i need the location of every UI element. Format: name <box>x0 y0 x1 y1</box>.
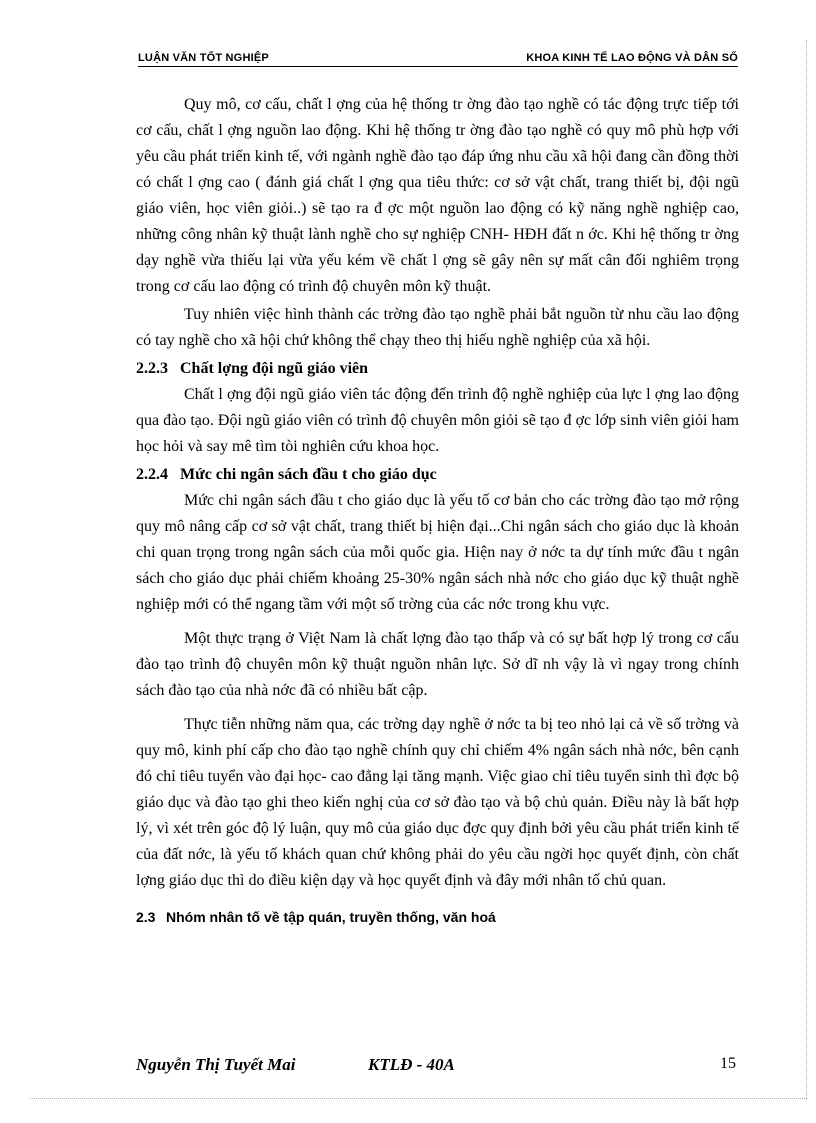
footer-author: Nguyễn Thị Tuyết Mai <box>136 1055 296 1074</box>
section-heading-2-3 <box>136 904 739 930</box>
page-number: 15 <box>720 1055 736 1072</box>
page-footer <box>136 1055 736 1083</box>
section-heading-2-2-3 <box>136 356 739 382</box>
footer-class: KTLĐ - 40A <box>368 1055 455 1074</box>
header-rule <box>138 66 738 67</box>
header-faculty-label: KHOA KINH TẾ LAO ĐỘNG VÀ DÂN SỐ <box>526 52 738 64</box>
header-thesis-label: LUẬN VĂN TỐT NGHIỆP <box>138 52 269 64</box>
section-heading-2-2-4 <box>136 462 739 488</box>
section-title: Nhóm nhân tố về tập quán, truyền thống, văn hoá <box>166 909 496 925</box>
page-body <box>136 92 739 930</box>
page-border-right <box>806 40 807 1100</box>
paragraph-vietnam-situation: Một thực trạng ở Việt Nam là chất lợng đào tạo thấp và có sự bất hợp lý trong cơ cấu đào tạo trình độ chuyên môn kỹ thuật nguồn nhân lực. Sở dĩ nh vậy là vì ngay trong chính sách đào tạo của nhà nớc đã có nhiều bất cập. <box>136 630 739 699</box>
paragraph-training-system: Quy mô, cơ cấu, chất l ợng của hệ thống tr ờng đào tạo nghề có tác động trực tiếp tới cơ cấu, chất l ợng nguồn lao động. Khi hệ thống tr ờng đào tạo nghề có quy mô phù hợp với yêu cầu phát triển kinh tế, với ngành nghề đào tạo đáp ứng nhu cầu xã hội đang cần đồng thời có chất l ợng cao ( đánh giá chất l ợng qua tiêu thức: cơ sở vật chất, trang thiết bị, đội ngũ giáo viên, học viên giỏi..) sẽ tạo ra đ ợc một nguồn lao động có kỹ năng nghề nghiệp cao, những công nhân kỹ thuật lành nghề cho sự nghiệp CNH- HĐH đất n ớc. Khi hệ thống tr ờng dạy nghề vừa thiếu lại vừa yếu kém về chất l ợng sẽ gây nên sự mất cân đối nghiêm trọng trong cơ cấu lao động có trình độ chuyên môn kỹ thuật. <box>136 96 739 295</box>
section-title: Mức chi ngân sách đầu t cho giáo dục <box>180 466 437 483</box>
page-border-bottom <box>30 1098 807 1099</box>
section-number: 2.2.4 <box>136 466 168 483</box>
section-number: 2.3 <box>136 909 156 925</box>
paragraph-practice: Thực tiễn những năm qua, các trờng dạy nghề ở nớc ta bị teo nhỏ lại cả về số trờng và quy mô, kinh phí cấp cho đào tạo nghề chính quy chỉ chiếm 4% ngân sách nhà nớc, bên cạnh đó chỉ tiêu tuyển vào đại học- cao đẳng lại tăng mạnh. Việc giao chỉ tiêu tuyển sinh thì đợc bộ giáo dục và đào tạo ghi theo kiến nghị của cơ sở đào tạo và bộ chủ quản. Điều này là bất hợp lý, vì xét trên góc độ lý luận, quy mô của giáo dục đợc quy định bởi yêu cầu phát triển kinh tế của đất nớc, là yếu tố khách quan chứ không phải do yêu cầu ngời học quyết định, còn chất lợng giáo dục thì do điều kiện dạy và học quyết định và đây mới nhân tố chủ quan. <box>136 716 739 889</box>
paragraph-school-formation: Tuy nhiên việc hình thành các trờng đào tạo nghề phải bắt nguồn từ nhu cầu lao động có tay nghề cho xã hội chứ không thể chạy theo thị hiếu nghề nghiệp của xã hội. <box>136 306 739 349</box>
section-title: Chất lợng đội ngũ giáo viên <box>180 360 369 377</box>
page-header <box>138 52 738 70</box>
paragraph-teacher-quality: Chất l ợng đội ngũ giáo viên tác động đến trình độ nghề nghiệp của lực l ợng lao động qua đào tạo. Đội ngũ giáo viên có trình độ chuyên môn giỏi sẽ tạo đ ợc lớp sinh viên giỏi ham học hỏi và say mê tìm tòi nghiên cứu khoa học. <box>136 386 739 455</box>
section-number: 2.2.3 <box>136 360 168 377</box>
paragraph-budget-level: Mức chi ngân sách đầu t cho giáo dục là yếu tố cơ bản cho các trờng đào tạo mở rộng quy mô nâng cấp cơ sở vật chất, trang thiết bị hiện đại...Chi ngân sách cho giáo dục là khoản chi quan trọng trong ngân sách của mỗi quốc gia. Hiện nay ở nớc ta dự tính mức đầu t ngân sách cho giáo dục phải chiếm khoảng 25-30% ngân sách nhà nớc cho giáo dục kỹ thuật nghề nghiệp mới có thể ngang tầm với một số trờng của các nớc trong khu vực. <box>136 492 739 613</box>
